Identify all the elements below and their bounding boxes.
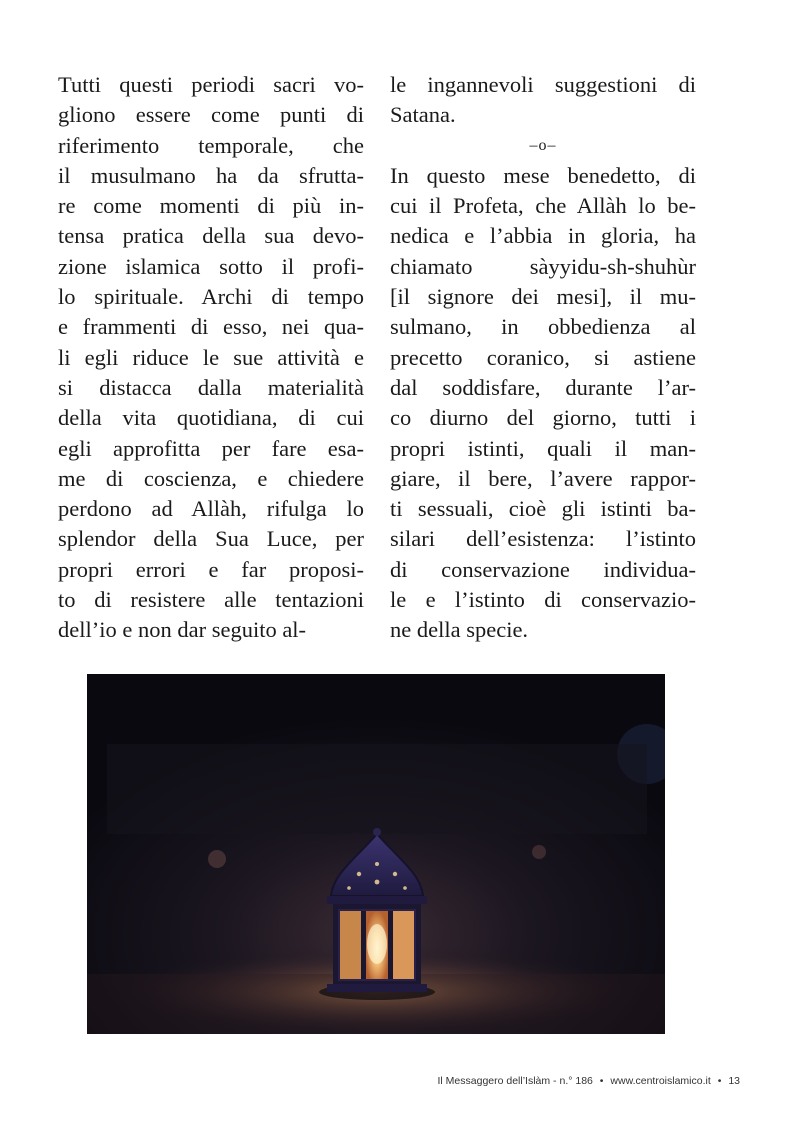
- text-line: il musulmano ha da sfrutta-: [58, 162, 364, 188]
- text-line: zione islamica sotto il profi-: [58, 253, 364, 279]
- text-line: co diurno del giorno, tutti i: [390, 405, 696, 431]
- text-line: me di coscienza, e chiedere: [58, 465, 364, 491]
- footer-publication: Il Messaggero dell’Islàm - n.° 186: [437, 1075, 593, 1087]
- text-line: egli approfitta per fare esa-: [58, 435, 364, 461]
- footer-page-number: 13: [728, 1075, 740, 1087]
- text-line: sulmano, in obbedienza al: [390, 314, 696, 340]
- text-line: to di resistere alle tentazioni: [58, 587, 364, 613]
- text-line: le e l’istinto di conservazio-: [390, 587, 696, 613]
- text-line: ne della specie.: [390, 617, 529, 643]
- text-line: [il signore dei mesi], il mu-: [390, 284, 696, 310]
- text-line: ti sessuali, cioè gli istinti ba-: [390, 496, 696, 522]
- text-line: cui il Profeta, che Allàh lo be-: [390, 193, 696, 219]
- text-line: di conservazione individua-: [390, 556, 696, 582]
- footer-website: www.centroislamico.it: [610, 1075, 711, 1087]
- lantern-photo: [87, 674, 665, 1034]
- right-column-continuation: [390, 70, 696, 131]
- ramadan-lantern-icon: [87, 674, 665, 1034]
- text-line: lo spirituale. Archi di tempo: [58, 284, 364, 310]
- text-line: le ingannevoli suggestioni di: [390, 72, 696, 97]
- text-line: propri istinti, quali il man-: [390, 435, 696, 461]
- text-line: splendor della Sua Luce, per: [58, 526, 364, 552]
- text-line: dal soddisfare, durante l’ar-: [390, 374, 696, 400]
- right-column-paragraph: [390, 161, 696, 646]
- text-line: precetto coranico, si astiene: [390, 344, 696, 370]
- text-line: In questo mese benedetto, di: [390, 162, 696, 188]
- footer-bullet: •: [717, 1075, 722, 1087]
- footer-bullet: •: [599, 1075, 604, 1087]
- text-line: Satana.: [390, 102, 456, 128]
- text-line: propri errori e far proposi-: [58, 556, 364, 582]
- text-line: e frammenti di esso, nei qua-: [58, 314, 364, 340]
- text-line: chiamato sàyyidu-sh-shuhùr: [390, 253, 696, 279]
- text-line: re come momenti di più in-: [58, 193, 364, 219]
- text-line: dell’io e non dar seguito al-: [58, 617, 307, 643]
- text-line: tensa pratica della sua devo-: [58, 223, 364, 249]
- text-line: perdono ad Allàh, rifulga lo: [58, 496, 364, 522]
- right-text-column: [390, 70, 696, 646]
- text-line: Tutti questi periodi sacri vo-: [58, 72, 364, 97]
- text-line: gliono essere come punti di: [58, 102, 364, 128]
- text-line: nedica e l’abbia in gloria, ha: [390, 223, 696, 249]
- text-line: riferimento temporale, che: [58, 132, 364, 158]
- text-line: li egli riduce le sue attività e: [58, 344, 364, 370]
- page-footer: [436, 1075, 742, 1087]
- left-text-column: [58, 70, 364, 646]
- text-line: giare, il bere, l’avere rappor-: [390, 465, 696, 491]
- text-line: si distacca dalla materialità: [58, 374, 364, 400]
- text-line: silari dell’esistenza: l’istinto: [390, 526, 696, 552]
- section-separator: –o–: [529, 136, 557, 154]
- text-line: della vita quotidiana, di cui: [58, 405, 364, 431]
